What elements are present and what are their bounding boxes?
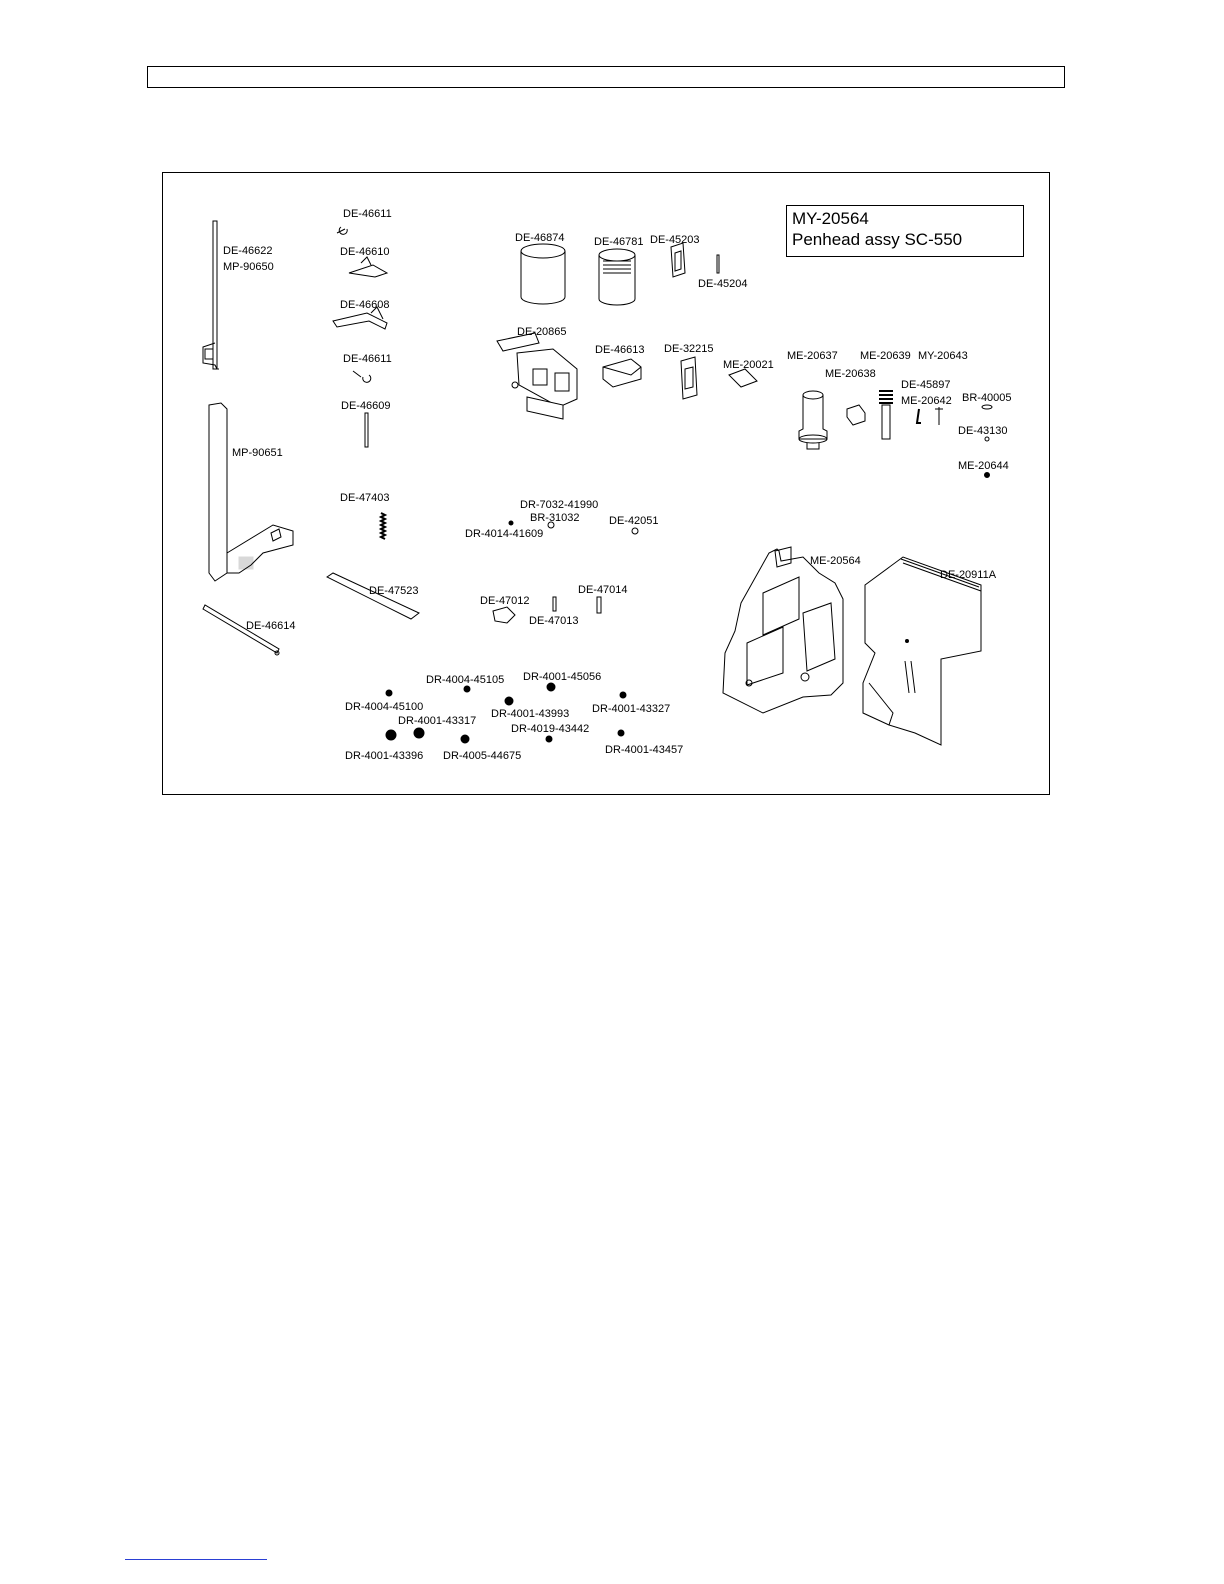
- part-de-47403: [381, 513, 385, 539]
- footer-rule: [125, 1559, 267, 1560]
- part-de-46609: [365, 413, 368, 447]
- part-de-46611-a: [337, 227, 347, 234]
- part-me-20644: [985, 473, 990, 478]
- part-de-42051: [632, 528, 638, 534]
- part-de-46622: [203, 221, 219, 369]
- assembly-name: Penhead assy SC-550: [792, 230, 963, 249]
- label-de-32215: DE-32215: [664, 343, 714, 355]
- label-dr-4001-43993: DR-4001-43993: [491, 708, 570, 720]
- label-de-45897: DE-45897: [901, 379, 951, 391]
- label-dr-4001-43317: DR-4001-43317: [398, 715, 477, 727]
- label-de-47013: DE-47013: [529, 615, 579, 627]
- label-mp-90651: MP-90651: [232, 447, 283, 459]
- part-de-46613: [603, 359, 641, 387]
- label-me-20021: ME-20021: [723, 359, 774, 371]
- part-dr-4019-43442: [546, 736, 552, 742]
- label-my-20643: MY-20643: [918, 350, 968, 362]
- part-de-47014: [597, 597, 601, 613]
- label-br-31032: BR-31032: [530, 512, 580, 524]
- label-me-20638: ME-20638: [825, 368, 876, 380]
- part-dr-4004-45100: [386, 690, 392, 696]
- assembly-number: MY-20564: [792, 209, 869, 228]
- part-de-46611-b: [353, 371, 371, 382]
- label-me-20644: ME-20644: [958, 460, 1009, 472]
- part-de-46874: [521, 244, 565, 304]
- part-mp-90651: [209, 403, 293, 581]
- label-de-43130: DE-43130: [958, 425, 1008, 437]
- label-dr-4001-43457: DR-4001-43457: [605, 744, 684, 756]
- label-br-40005: BR-40005: [962, 392, 1012, 404]
- label-de-47523: DE-47523: [369, 585, 419, 597]
- label-mp-90650: MP-90650: [223, 261, 274, 273]
- label-de-46622: DE-46622: [223, 245, 273, 257]
- part-dr-4001-45056: [547, 683, 555, 691]
- label-me-20637: ME-20637: [787, 350, 838, 362]
- part-dr-4001-43396: [386, 730, 396, 740]
- label-dr-4014-41609: DR-4014-41609: [465, 528, 544, 540]
- header-bar: [147, 66, 1065, 88]
- label-de-46781: DE-46781: [594, 236, 644, 248]
- label-me-20639: ME-20639: [860, 350, 911, 362]
- label-dr-4005-44675: DR-4005-44675: [443, 750, 522, 762]
- assembly-title-box: [786, 205, 1024, 257]
- part-de-47012: [493, 607, 515, 623]
- part-de-32215: [681, 357, 697, 399]
- exploded-parts-diagram: [162, 172, 1050, 795]
- label-de-46614: DE-46614: [246, 620, 296, 632]
- part-me-20642: [935, 407, 943, 425]
- part-dr-4005-44675: [461, 735, 469, 743]
- part-de-43130: [985, 437, 989, 441]
- part-de-20911a: [863, 557, 981, 745]
- label-de-46610: DE-46610: [340, 246, 390, 258]
- label-dr-4004-45100: DR-4004-45100: [345, 701, 424, 713]
- label-me-20642: ME-20642: [901, 395, 952, 407]
- label-dr-4001-43396: DR-4001-43396: [345, 750, 424, 762]
- part-de-20865: [497, 333, 577, 419]
- label-dr-7032-41990: DR-7032-41990: [520, 499, 599, 511]
- label-dr-4001-45056: DR-4001-45056: [523, 671, 602, 683]
- part-de-47013: [553, 597, 556, 611]
- label-dr-4019-43442: DR-4019-43442: [511, 723, 590, 735]
- label-de-20911a: DE-20911A: [940, 569, 997, 581]
- label-de-46608: DE-46608: [340, 299, 390, 311]
- part-br-40005: [982, 405, 992, 409]
- label-de-47403: DE-47403: [340, 492, 390, 504]
- parts-drawing: [163, 173, 1050, 795]
- label-dr-4001-43327: DR-4001-43327: [592, 703, 671, 715]
- part-me-20638: [847, 405, 865, 425]
- part-dr-4004-45105: [464, 686, 470, 692]
- part-dr-4001-43317: [414, 728, 424, 738]
- part-my-20643: [879, 391, 893, 439]
- label-de-47014: DE-47014: [578, 584, 628, 596]
- label-de-46874: DE-46874: [515, 232, 565, 244]
- part-dr-4014-41609: [509, 521, 513, 525]
- part-me-20637: [799, 391, 827, 449]
- label-dr-4004-45105: DR-4004-45105: [426, 674, 505, 686]
- part-dr-4001-43993: [505, 697, 513, 705]
- label-de-46611-a: DE-46611: [343, 208, 392, 220]
- label-de-46609: DE-46609: [341, 400, 391, 412]
- label-de-45204: DE-45204: [698, 278, 748, 290]
- part-de-45203: [671, 243, 685, 277]
- part-de-46610: [349, 257, 387, 277]
- label-de-46613: DE-46613: [595, 344, 645, 356]
- part-dr-4001-43327: [620, 692, 626, 698]
- part-de-45897: [917, 409, 921, 423]
- label-de-47012: DE-47012: [480, 595, 530, 607]
- part-me-20021: [729, 369, 757, 387]
- part-dr-4001-43457: [618, 730, 624, 736]
- label-me-20564: ME-20564: [810, 555, 861, 567]
- part-de-45204: [717, 255, 719, 273]
- part-me-20564: [723, 547, 843, 713]
- label-de-45203: DE-45203: [650, 234, 700, 246]
- label-de-42051: DE-42051: [609, 515, 659, 527]
- part-de-46781: [599, 249, 635, 305]
- label-de-20865: DE-20865: [517, 326, 567, 338]
- label-de-46611-b: DE-46611: [343, 353, 392, 365]
